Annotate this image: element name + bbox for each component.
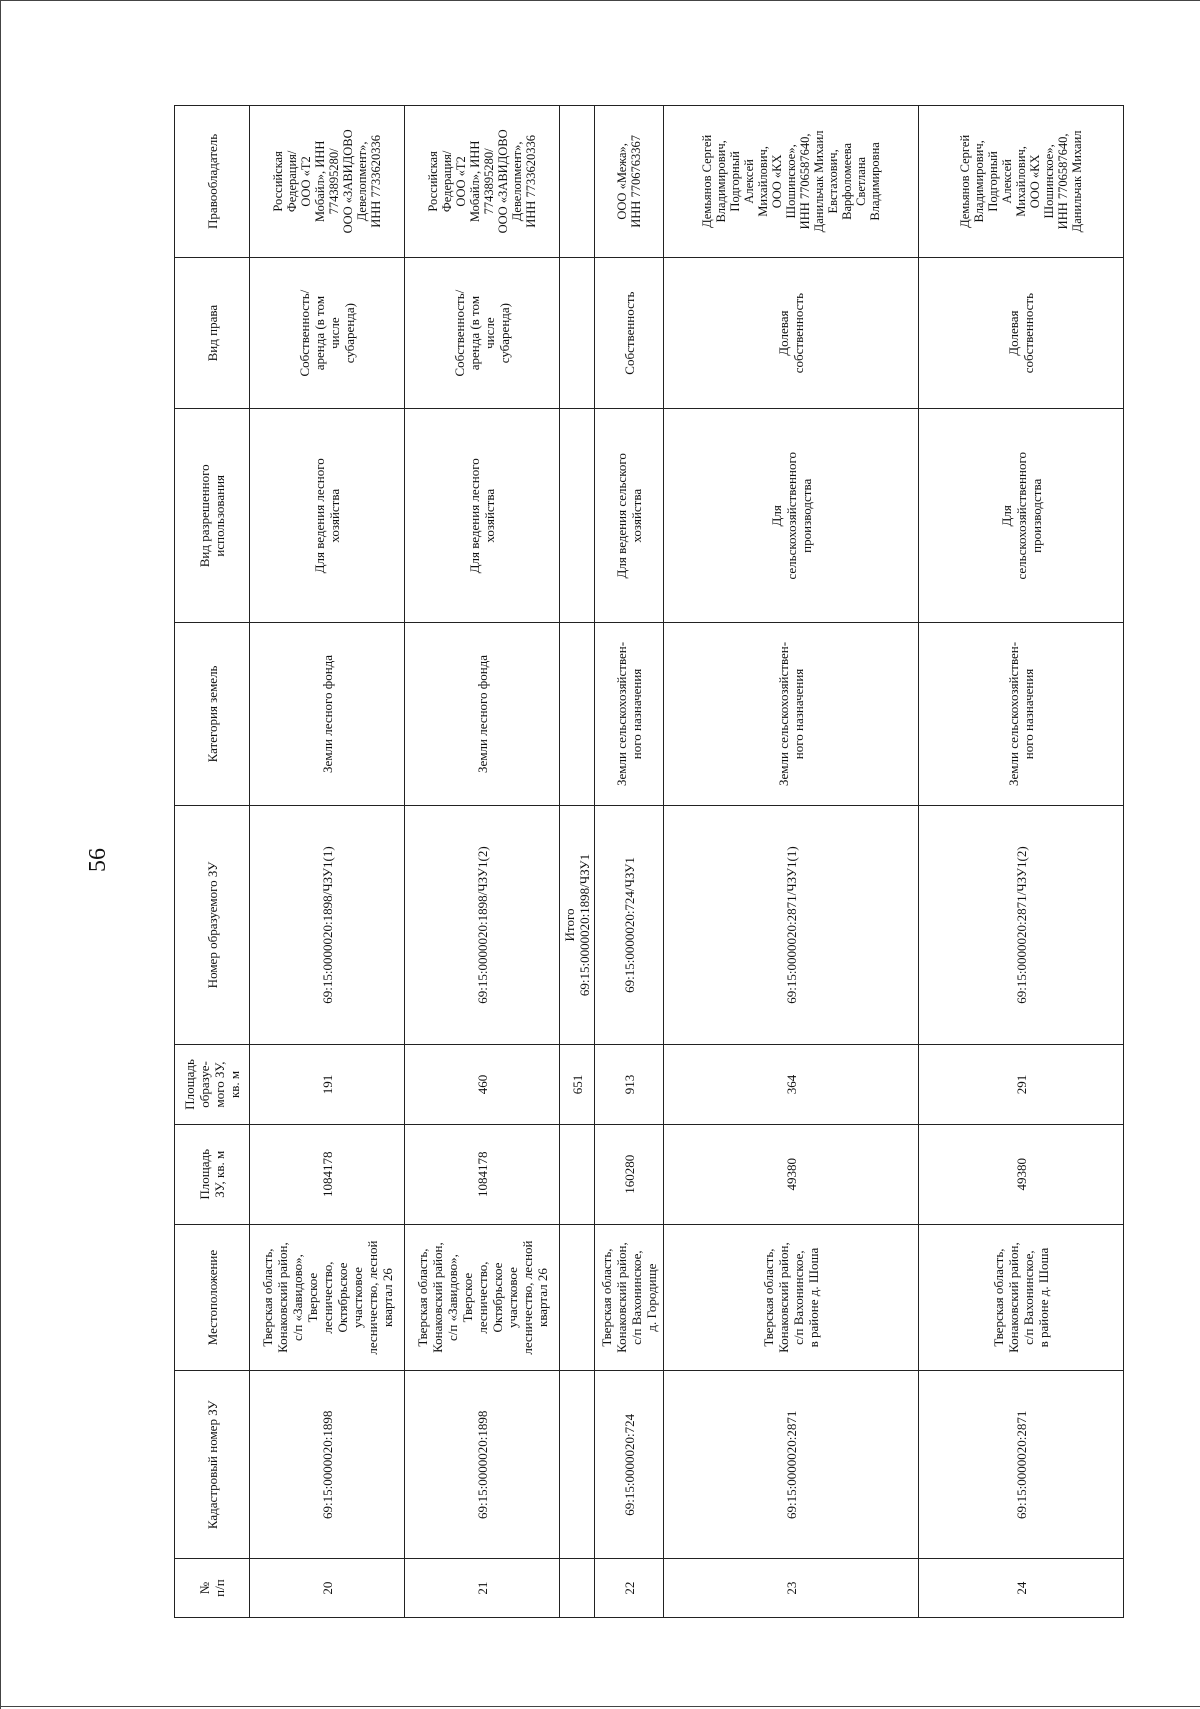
cell-owner: Российская Федерация/ ООО «Т2 Мобайл», ИНН 7743895280/ ООО «ЗАВИДОВО Девелопмент», ИНН 7733620336 xyxy=(405,106,560,258)
cell-formed-number: 69:15:0000020:724/ЧЗУ1 xyxy=(595,805,664,1044)
cell-right-type: Собственность xyxy=(595,257,664,409)
cell-empty xyxy=(560,257,595,409)
cell-formed-area: 913 xyxy=(595,1045,664,1124)
cell-cadastral-number: 69:15:0000020:724 xyxy=(595,1371,664,1559)
cell-formed-number: 69:15:0000020:2871/ЧЗУ1(2) xyxy=(919,805,1124,1044)
cell-cadastral-number: 69:15:0000020:1898 xyxy=(405,1371,560,1559)
cell-formed-number: 69:15:0000020:1898/ЧЗУ1(1) xyxy=(250,805,405,1044)
cell-cadastral-number: 69:15:0000020:2871 xyxy=(919,1371,1124,1559)
cell-num: 21 xyxy=(405,1559,560,1618)
cell-right-type: Собственность/ аренда (в том числе субаренда) xyxy=(250,257,405,409)
scan-edge-left xyxy=(0,0,1,1709)
cell-area: 1084178 xyxy=(405,1124,560,1224)
table-row xyxy=(664,106,919,1618)
table-row xyxy=(250,106,405,1618)
cell-empty xyxy=(560,1371,595,1559)
cell-category: Земли лесного фонда xyxy=(250,623,405,806)
header-right-type: Вид права xyxy=(175,257,250,409)
cell-formed-area: 291 xyxy=(919,1045,1124,1124)
land-plots-table xyxy=(174,105,1124,1618)
cell-permitted-use: Для ведения лесного хозяйства xyxy=(405,409,560,623)
cell-owner: Российская Федерация/ ООО «Т2 Мобайл», ИНН 7743895280/ ООО «ЗАВИДОВО Девелопмент», ИНН 7733620336 xyxy=(250,106,405,258)
cell-permitted-use: Для ведения сельского хозяйства xyxy=(595,409,664,623)
header-formed-number: Номер образуемого ЗУ xyxy=(175,805,250,1044)
scan-edge-top xyxy=(0,0,1200,1)
cell-formed-area: 460 xyxy=(405,1045,560,1124)
header-cadastral-number: Кадастровый номер ЗУ xyxy=(175,1371,250,1559)
cell-permitted-use: Для ведения лесного хозяйства xyxy=(250,409,405,623)
cell-owner: ООО «Межа», ИНН 7706763367 xyxy=(595,106,664,258)
cell-location: Тверская область, Конаковский район, с/п «Завидово», Тверское лесничество, Октябрьское участковое лесничество, лесной квартал 26 xyxy=(250,1224,405,1371)
cell-num: 20 xyxy=(250,1559,405,1618)
cell-category: Земли сельскохозяйствен- ного назначения xyxy=(919,623,1124,806)
total-formed-number: Итого 69:15:0000020:1898/ЧЗУ1 xyxy=(560,805,595,1044)
table-row xyxy=(919,106,1124,1618)
table-row xyxy=(595,106,664,1618)
scan-edge-bottom xyxy=(0,1706,1200,1707)
cell-empty xyxy=(560,1559,595,1618)
cell-location: Тверская область, Конаковский район, с/п Вахонинское, в районе д. Шоша xyxy=(919,1224,1124,1371)
cell-empty xyxy=(560,409,595,623)
cell-cadastral-number: 69:15:0000020:1898 xyxy=(250,1371,405,1559)
total-formed-area: 651 xyxy=(560,1045,595,1124)
cell-permitted-use: Для сельскохозяйственного производства xyxy=(664,409,919,623)
page-number: 56 xyxy=(85,848,111,872)
header-area: Площадь ЗУ, кв. м xyxy=(175,1124,250,1224)
header-location: Местоположение xyxy=(175,1224,250,1371)
cell-location: Тверская область, Конаковский район, с/п Вахонинское, д. Городище xyxy=(595,1224,664,1371)
header-permitted-use: Вид разрешенного использования xyxy=(175,409,250,623)
header-owner: Правообладатель xyxy=(175,106,250,258)
cell-area: 49380 xyxy=(919,1124,1124,1224)
header-num: № п/п xyxy=(175,1559,250,1618)
cell-empty xyxy=(560,1224,595,1371)
table-header-row xyxy=(175,106,250,1618)
cell-location: Тверская область, Конаковский район, с/п Вахонинское, в районе д. Шоша xyxy=(664,1224,919,1371)
cell-permitted-use: Для сельскохозяйственного производства xyxy=(919,409,1124,623)
cell-cadastral-number: 69:15:0000020:2871 xyxy=(664,1371,919,1559)
cell-area: 1084178 xyxy=(250,1124,405,1224)
cell-num: 24 xyxy=(919,1559,1124,1618)
table-total-row xyxy=(560,106,595,1618)
cell-category: Земли сельскохозяйствен- ного назначения xyxy=(664,623,919,806)
cell-formed-number: 69:15:0000020:1898/ЧЗУ1(2) xyxy=(405,805,560,1044)
cell-num: 22 xyxy=(595,1559,664,1618)
cell-area: 49380 xyxy=(664,1124,919,1224)
cell-right-type: Долевая собственность xyxy=(919,257,1124,409)
cell-area: 160280 xyxy=(595,1124,664,1224)
header-category: Категория земель xyxy=(175,623,250,806)
table-container xyxy=(174,105,1121,1618)
cell-owner: Демьянов Сергей Владимирович, Подгорный Алексей Михайлович, ООО «КХ Шошинское», ИНН 7706587640, Данильчак Михаил Евстахович, Варфоломеева Светлана Владимировна xyxy=(664,106,919,258)
cell-right-type: Долевая собственность xyxy=(664,257,919,409)
cell-num: 23 xyxy=(664,1559,919,1618)
header-formed-area: Площадь образуе- мого ЗУ, кв. м xyxy=(175,1045,250,1124)
cell-empty xyxy=(560,106,595,258)
cell-owner: Демьянов Сергей Владимирович, Подгорный Алексей Михайлович, ООО «КХ Шошинское», ИНН 7706587640, Данильчак Михаил xyxy=(919,106,1124,258)
cell-formed-area: 191 xyxy=(250,1045,405,1124)
cell-category: Земли сельскохозяйствен- ного назначения xyxy=(595,623,664,806)
cell-formed-area: 364 xyxy=(664,1045,919,1124)
cell-empty xyxy=(560,623,595,806)
cell-formed-number: 69:15:0000020:2871/ЧЗУ1(1) xyxy=(664,805,919,1044)
cell-empty xyxy=(560,1124,595,1224)
cell-right-type: Собственность/ аренда (в том числе субаренда) xyxy=(405,257,560,409)
cell-location: Тверская область, Конаковский район, с/п «Завидово», Тверское лесничество, Октябрьское участковое лесничество, лесной квартал 26 xyxy=(405,1224,560,1371)
table-row xyxy=(405,106,560,1618)
cell-category: Земли лесного фонда xyxy=(405,623,560,806)
